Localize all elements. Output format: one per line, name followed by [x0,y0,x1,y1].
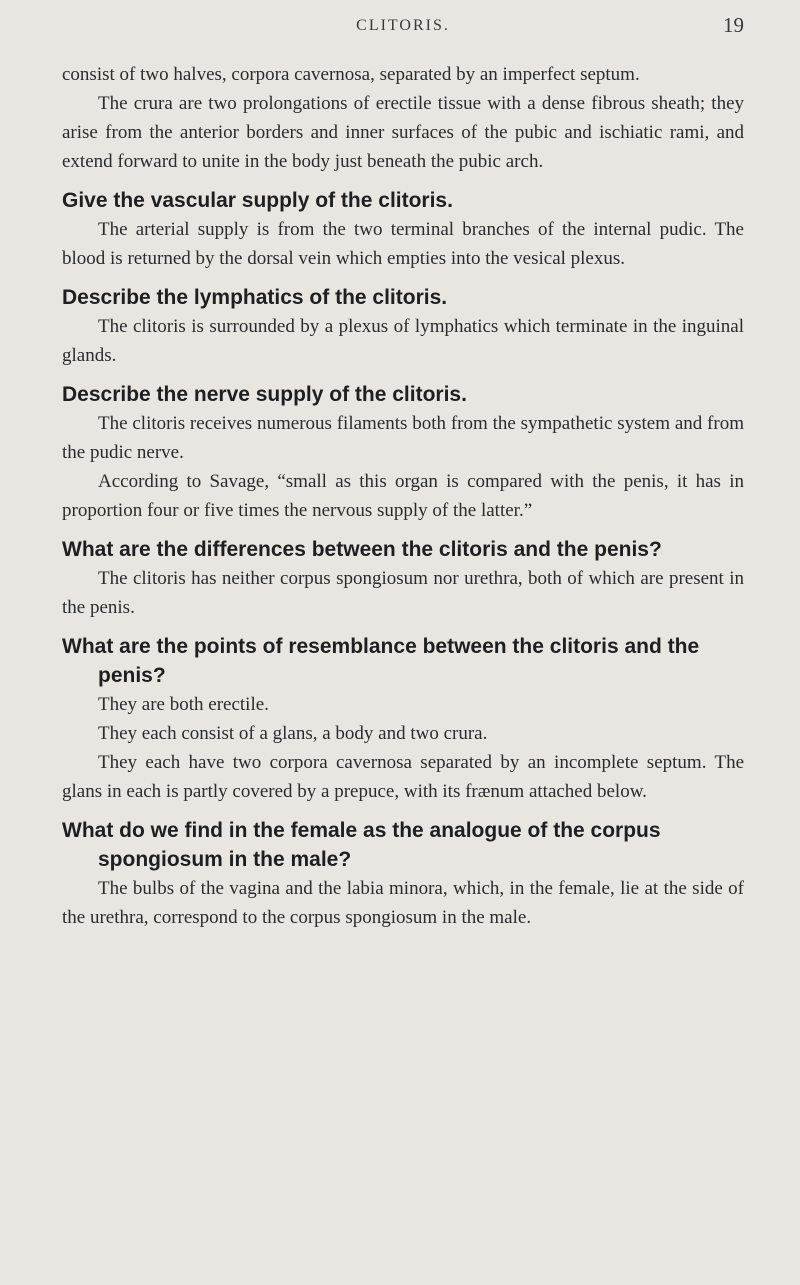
section-heading: Describe the nerve supply of the clitoris. [62,383,467,406]
section-heading: What do we find in the female as the analogue of the corpus spongiosum in the male? [62,819,661,871]
section-lymphatics [62,283,744,370]
section-differences [62,535,744,622]
section-paragraph: The clitoris receives numerous filaments both from the sympathetic system and from the pudic nerve. [62,413,744,463]
section-corpus-spongiosum-analogue [62,816,744,932]
intro-paragraph: consist of two halves, corpora cavernosa, separated by an imperfect septum. [62,64,640,85]
section-paragraph: The bulbs of the vagina and the labia minora, which, in the female, lie at the side of the urethra, correspond to the corpus spongiosum in the male. [62,878,744,928]
section-resemblance [62,632,744,806]
section-heading: What are the differences between the clitoris and the penis? [62,538,662,561]
section-paragraph: The clitoris is surrounded by a plexus of lymphatics which terminate in the inguinal glands. [62,316,744,366]
section-paragraph: According to Savage, “small as this organ is compared with the penis, it has in proportion four or five times the nervous supply of the latter.” [62,471,744,521]
intro-block [62,60,744,176]
section-heading: What are the points of resemblance between the clitoris and the penis? [62,635,700,687]
section-paragraph: The clitoris has neither corpus spongiosum nor urethra, both of which are present in the penis. [62,568,744,618]
section-heading: Describe the lymphatics of the clitoris. [62,286,448,309]
section-paragraph: The arterial supply is from the two terminal branches of the internal pudic. The blood is returned by the dorsal vein which empties into the vesical plexus. [62,219,744,269]
running-head [62,0,744,60]
section-heading: Give the vascular supply of the clitoris. [62,189,453,212]
intro-paragraph: The crura are two prolongations of erectile tissue with a dense fibrous sheath; they arise from the anterior borders and inner surfaces of the pubic and ischiatic rami, and extend forward to unite in the body just beneath the pubic arch. [62,93,744,172]
section-paragraph: They each consist of a glans, a body and two crura. [98,723,488,744]
section-paragraph: They are both erectile. [98,694,269,715]
page-number: 19 [723,13,744,37]
section-vascular-supply [62,186,744,273]
section-nerve-supply [62,380,744,525]
running-head-title: CLITORIS. [356,17,450,34]
section-paragraph: They each have two corpora cavernosa separated by an incomplete septum. The glans in each is partly covered by a prepuce, with its frænum attached below. [62,752,744,802]
